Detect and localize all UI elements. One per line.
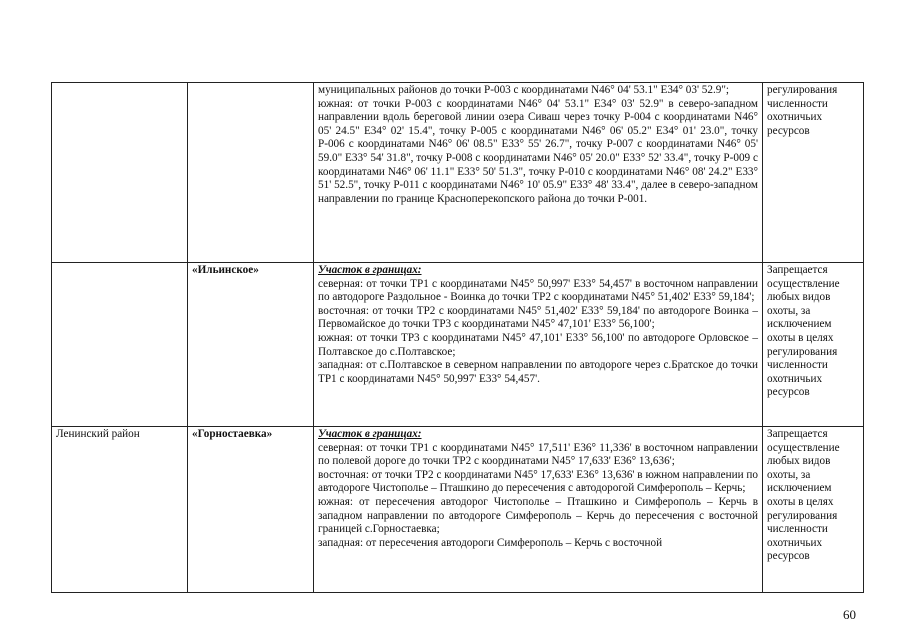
restriction-cell: Запрещается осуществление любых видов охоты, за исключением охоты в целях регулирования численности охотничьих ресурсов — [763, 263, 864, 427]
boundary-text: муниципальных районов до точки Р-003 с координатами N46° 04' 53.1" E34° 03' 52.9"; южная: от точки Р-003 с координатами N46° 04' 53.1" E34° 03' 52.9" в северо-западном направлении вдоль береговой линии озера Сиваш через точку Р-004 с координатами N46° 05' 24.5" E34° 02' 15.4", точку Р-005 с координатами N46° 06' 05.2" E34° 01' 23.0", точку Р-006 с координатами N46° 06' 08.5" E33° 55' 26.7", точку Р-007 с координатами N46° 05' 59.0" E33° 54' 31.8", точку Р-008 с координатами N46° 05' 20.0" E33° 52' 33.4", точку Р-009 с координатами N46° 06' 11.1" E33° 50' 51.3", точку Р-010 с координатами N46° 08' 24.2" E33° 51' 52.5", точку Р-011 с координатами N46° 10' 05.9" E33° 48' 33.4", далее в северо-западном направлении по границе Красноперекопского района до точки Р-001. — [318, 84, 758, 205]
boundary-description-cell — [314, 263, 763, 427]
table-row — [52, 83, 864, 263]
restriction-cell: Запрещается осуществление любых видов охоты, за исключением охоты в целях регулирования численности охотничьих ресурсов — [763, 427, 864, 593]
hunting-areas-table — [51, 82, 864, 593]
boundary-text: северная: от точки ТР1 с координатами N45° 50,997' E33° 54,457' в восточном направлении по автодороге Раздольное - Воинка до точки ТР2 с координатами N45° 51,402' E33° 59,184'; восточная: от точки ТР2 с координатами N45° 51,402' E33° 59,184' по автодороге Воинка – Первомайское до точки ТР3 с координатами N45° 47,101' E33° 56,100'; южная: от точки ТР3 с координатами N45° 47,101' E33° 56,100' по автодороге Орловское – Полтавское до с.Полтавское; западная: от с.Полтавское в северном направлении по автодороге через с.Братское до точки ТР1 с координатами N45° 50,997' E33° 54,457'. — [318, 277, 758, 385]
site-name-cell: «Горностаевка» — [188, 427, 314, 593]
district-cell: Ленинский район — [52, 427, 188, 593]
table-row — [52, 427, 864, 593]
boundary-description-cell — [314, 427, 763, 593]
boundary-heading: Участок в границах: — [318, 428, 422, 440]
restriction-cell: регулирования численности охотничьих ресурсов — [763, 83, 864, 263]
boundary-description-cell — [314, 83, 763, 263]
page-number: 60 — [843, 607, 856, 622]
site-name-cell: «Ильинское» — [188, 263, 314, 427]
table-row — [52, 263, 864, 427]
boundary-text: северная: от точки ТР1 с координатами N45° 17,511' E36° 11,336' в восточном направлении по полевой дороге до точки ТР2 с координатами N45° 17,633' E36° 13,636'; восточная: от точки ТР2 с координатами N45° 17,633' E36° 13,636' в южном направлении по автодороге Чистополье – Пташкино до пересечения с автодорогой Симферополь – Керчь; южная: от пересечения автодорог Чистополье – Пташкино и Симферополь – Керчь в западном направлении по автодороге Симферополь – Керчь до пересечения с восточной границей с.Горностаевка; западная: от пересечения автодороги Симферополь – Керчь с восточной — [318, 441, 758, 549]
district-cell — [52, 83, 188, 263]
boundary-heading: Участок в границах: — [318, 264, 422, 276]
site-name-cell — [188, 83, 314, 263]
district-cell — [52, 263, 188, 427]
